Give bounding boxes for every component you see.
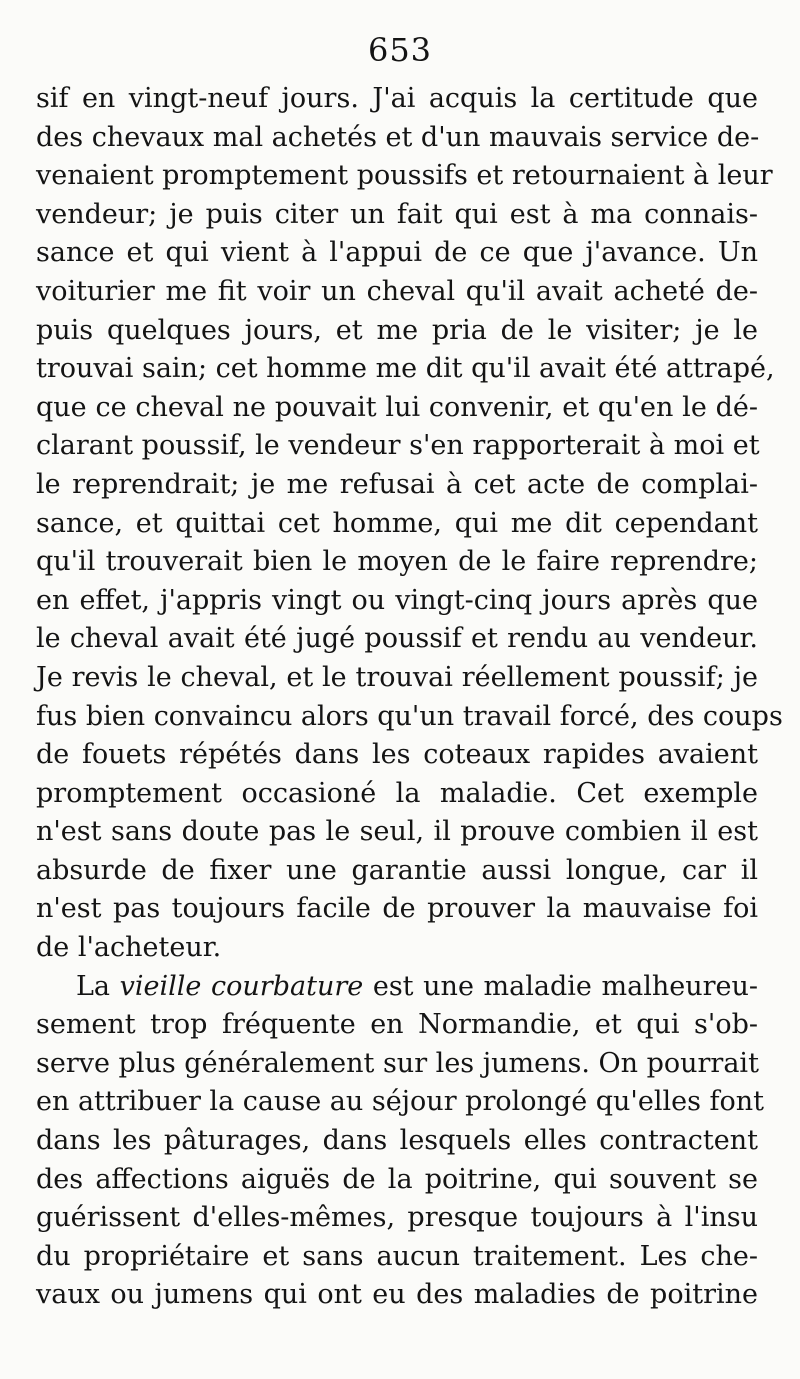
text-line: du propriétaire et sans aucun traitement. Les che- bbox=[36, 1240, 758, 1272]
text-line: sance et qui vient à l'appui de ce que j'avance. Un bbox=[36, 237, 758, 269]
text-line: voiturier me fit voir un cheval qu'il avait acheté de- bbox=[36, 275, 758, 307]
body-text bbox=[36, 80, 783, 1315]
text-line: des affections aiguës de la poitrine, qui souvent se bbox=[36, 1163, 758, 1195]
text-line: sance, et quittai cet homme, qui me dit cependant bbox=[36, 507, 758, 539]
text-line: clarant poussif, le vendeur s'en rapporterait à moi et bbox=[36, 430, 760, 462]
text-line: sif en vingt-neuf jours. J'ai acquis la certitude que bbox=[36, 83, 758, 114]
text-line: le cheval avait été jugé poussif et rendu au vendeur. bbox=[36, 623, 758, 655]
text-line: absurde de fixer une garantie aussi longue, car il bbox=[36, 854, 758, 886]
text-line: que ce cheval ne pouvait lui convenir, et qu'en le dé- bbox=[36, 391, 758, 423]
text-line: en effet, j'appris vingt ou vingt-cinq jours après que bbox=[36, 584, 758, 616]
text-line: serve plus généralement sur les jumens. On pourrait bbox=[36, 1047, 759, 1079]
text-line: de fouets répétés dans les coteaux rapides avaient bbox=[36, 739, 758, 771]
text-line: sement trop fréquente en Normandie, et qui s'ob- bbox=[36, 1009, 758, 1041]
text-line: vaux ou jumens qui ont eu des maladies de poitrine bbox=[36, 1279, 758, 1311]
paragraph-1 bbox=[36, 80, 783, 968]
text-line: n'est pas toujours facile de prouver la mauvaise foi bbox=[36, 893, 758, 925]
text-line: de l'acheteur. bbox=[36, 932, 222, 964]
text-line: en attribuer la cause au séjour prolongé qu'elles font bbox=[36, 1086, 764, 1118]
text-line: vendeur; je puis citer un fait qui est à ma connais- bbox=[36, 198, 758, 230]
text-line: qu'il trouverait bien le moyen de le faire reprendre; bbox=[36, 546, 758, 578]
text-line: trouvai sain; cet homme me dit qu'il avait été attrapé, bbox=[36, 353, 775, 385]
text-line: n'est sans doute pas le seul, il prouve combien il est bbox=[36, 816, 758, 848]
text-line: puis quelques jours, et me pria de le visiter; je le bbox=[36, 314, 758, 346]
text-fragment: La bbox=[76, 970, 120, 1002]
text-line: guérissent d'elles-mêmes, presque toujours à l'insu bbox=[36, 1202, 758, 1234]
italic-term: vieille courbature bbox=[119, 970, 364, 1002]
text-line: le reprendrait; je me refusai à cet acte de complai- bbox=[36, 468, 758, 500]
text-line: venaient promptement poussifs et retournaient à leur bbox=[36, 160, 773, 192]
paragraph-2 bbox=[36, 968, 764, 1315]
text-line: promptement occasioné la maladie. Cet exemple bbox=[36, 777, 758, 809]
text-line: dans les pâturages, dans lesquels elles contractent bbox=[36, 1125, 758, 1157]
text-line bbox=[36, 968, 758, 1007]
text-fragment: est une maladie malheureu- bbox=[363, 970, 758, 1002]
text-line: Je revis le cheval, et le trouvai réellement poussif; je bbox=[36, 661, 758, 693]
text-line: fus bien convaincu alors qu'un travail forcé, des coups bbox=[36, 700, 783, 732]
text-line: des chevaux mal achetés et d'un mauvais service de- bbox=[36, 121, 760, 153]
page-number: 653 bbox=[367, 31, 433, 69]
